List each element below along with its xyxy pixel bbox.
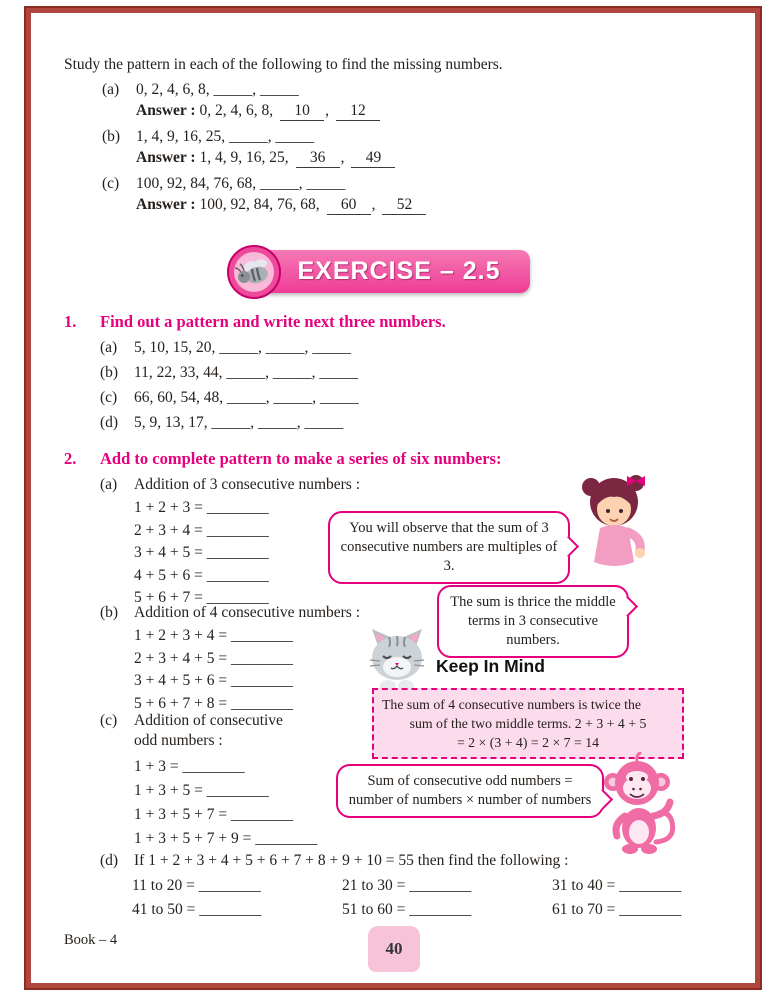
q2-part-b: [64, 604, 394, 715]
sum-blank-cell: 11 to 20 = ________: [132, 877, 261, 894]
tip-text: You will observe that the sum of 3 consecutive numbers are multiples of 3.: [340, 520, 558, 575]
q1-item-c: [64, 388, 724, 407]
answer-value: 10: [280, 102, 324, 121]
q1-item-b: [64, 363, 724, 382]
item-label: (b): [100, 604, 119, 621]
tip-bubble-thrice: [437, 585, 629, 658]
note-line: sum of the two middle terms. 2 + 3 + 4 + 5: [409, 716, 647, 732]
q2-part-d: [64, 852, 754, 925]
equation-line: 5 + 6 + 7 = ________: [134, 589, 269, 606]
question-title: Add to complete pattern to make a series of six numbers:: [100, 449, 502, 468]
comma: ,: [371, 196, 376, 213]
note-line: = 2 × (3 + 4) = 2 × 7 = 14: [456, 735, 600, 751]
answer-value: 49: [351, 149, 395, 168]
part-heading: Addition of 4 consecutive numbers :: [134, 604, 360, 621]
equation-line: 2 + 3 + 4 = ________: [134, 521, 269, 539]
keep-in-mind-title: Keep In Mind: [436, 656, 545, 676]
part-heading: If 1 + 2 + 3 + 4 + 5 + 6 + 7 + 8 + 9 + 10 = 55 then find the following :: [134, 852, 569, 869]
equation-line: 1 + 3 + 5 = ________: [134, 782, 269, 799]
answer-value: 60: [327, 196, 371, 215]
part-heading: Addition of 3 consecutive numbers :: [134, 476, 360, 493]
exercise-heading-wrap: [0, 250, 784, 293]
page-number: 40: [385, 939, 403, 958]
answer-value: 12: [336, 102, 380, 121]
sum-blanks-grid: [132, 877, 754, 925]
pattern-item-c: [64, 175, 726, 215]
sum-blank-cell: 21 to 30 = ________: [342, 877, 472, 894]
item-label: (a): [102, 81, 120, 98]
item-question: 0, 2, 4, 6, 8, _____, _____: [136, 81, 299, 98]
exercise-heading-band: [254, 250, 531, 293]
equation-line: 1 + 3 + 5 + 7 + 9 = ________: [134, 830, 318, 847]
monkey-illustration: [600, 752, 684, 861]
note-line: The sum of 4 consecutive numbers is twice the: [382, 697, 642, 712]
question-number: 2.: [64, 449, 77, 468]
equation-line: 1 + 3 = ________: [134, 758, 245, 775]
equation-line: 1 + 2 + 3 = ________: [134, 499, 269, 516]
pattern-item-b: [64, 128, 726, 168]
tip-bubble-multiples: [328, 511, 570, 584]
part-heading-line2: odd numbers :: [134, 732, 223, 749]
item-label: (b): [100, 364, 119, 381]
item-text: 5, 9, 13, 17, _____, _____, _____: [134, 414, 344, 431]
pattern-warmup-section: [64, 56, 726, 215]
item-label: (b): [102, 128, 121, 145]
equation-line: 2 + 3 + 4 + 5 = ________: [134, 649, 293, 667]
keep-in-mind-note: [372, 688, 684, 759]
comma: ,: [340, 149, 345, 166]
tip-bubble-odd-numbers: [336, 764, 604, 818]
book-label: Book – 4: [64, 932, 118, 948]
q1-item-d: [64, 413, 724, 432]
tip-text: The sum is thrice the middle terms in 3 consecutive numbers.: [450, 594, 616, 649]
item-label: (a): [100, 476, 118, 493]
answer-sequence: 1, 4, 9, 16, 25,: [199, 149, 289, 166]
bubble-pointer: [617, 596, 638, 617]
item-label: (c): [102, 175, 120, 192]
question-number: 1.: [64, 312, 77, 331]
tip-text: Sum of consecutive odd numbers = number of numbers × number of numbers: [348, 773, 592, 809]
item-text: 66, 60, 54, 48, _____, _____, _____: [134, 389, 359, 406]
question-title: Find out a pattern and write next three numbers.: [100, 312, 446, 331]
exercise-title: EXERCISE – 2.5: [297, 257, 501, 285]
bee-icon: [226, 244, 282, 300]
comma: ,: [325, 102, 329, 119]
sum-blank-cell: 41 to 50 = ________: [132, 901, 262, 918]
part-heading: Addition of consecutive: [134, 712, 283, 729]
answer-sequence: 0, 2, 4, 6, 8,: [199, 102, 274, 119]
answer-label: Answer :: [136, 102, 196, 119]
question-2-heading: [64, 449, 744, 469]
sum-blank-cell: 51 to 60 = ________: [342, 901, 472, 918]
pattern-item-a: [64, 81, 726, 121]
q1-item-a: [64, 338, 724, 357]
equation-line: 5 + 6 + 7 + 8 = ________: [134, 694, 293, 712]
sum-blank-cell: 61 to 70 = ________: [552, 901, 682, 918]
answer-value: 36: [296, 149, 340, 168]
page-number-box: [368, 926, 420, 972]
item-label: (a): [100, 339, 118, 356]
intro-text: Study the pattern in each of the following to find the missing numbers.: [64, 56, 503, 73]
equation-line: 3 + 4 + 5 = ________: [134, 544, 269, 561]
item-text: 5, 10, 15, 20, _____, _____, _____: [134, 339, 351, 356]
item-label: (c): [100, 712, 118, 729]
item-label: (c): [100, 389, 118, 406]
item-question: 100, 92, 84, 76, 68, _____, _____: [136, 175, 346, 192]
girl-illustration: [570, 472, 658, 591]
equation-line: 1 + 3 + 5 + 7 = ________: [134, 806, 293, 823]
sum-blank-cell: 31 to 40 = ________: [552, 877, 682, 894]
question-1: [64, 312, 724, 432]
answer-label: Answer :: [136, 149, 196, 166]
equation-line: 4 + 5 + 6 = ________: [134, 566, 269, 584]
answer-value: 52: [382, 196, 426, 215]
answer-label: Answer :: [136, 196, 196, 213]
item-question: 1, 4, 9, 16, 25, _____, _____: [136, 128, 315, 145]
answer-sequence: 100, 92, 84, 76, 68,: [199, 196, 320, 213]
item-label: (d): [100, 414, 119, 431]
equation-line: 3 + 4 + 5 + 6 = ________: [134, 672, 293, 689]
item-label: (d): [100, 852, 119, 869]
equation-line: 1 + 2 + 3 + 4 = ________: [134, 627, 293, 644]
item-text: 11, 22, 33, 44, _____, _____, _____: [134, 364, 359, 381]
